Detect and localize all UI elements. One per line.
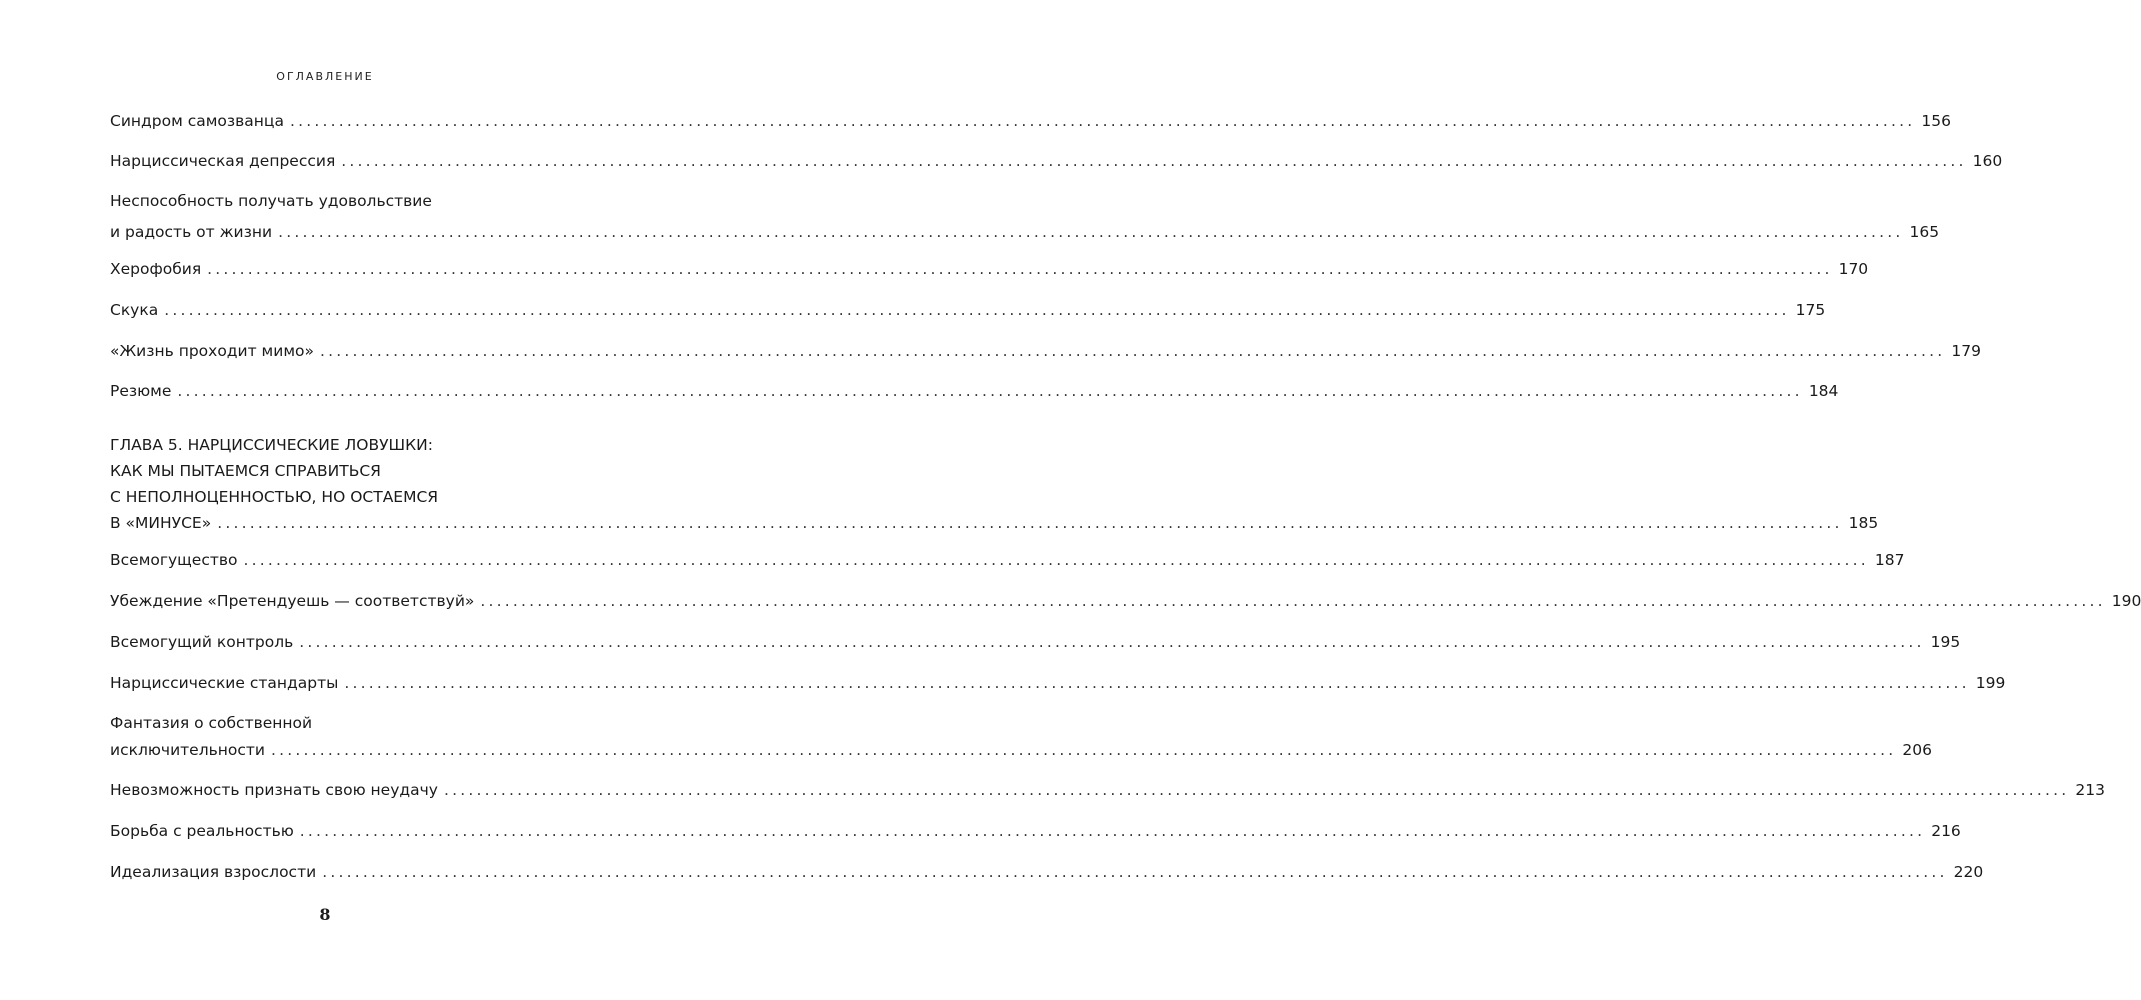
toc-entry [110,709,1932,764]
dot-leader: ........................................................................................................................................................................................................ [278,223,1904,241]
toc-page-number: 160 [1972,152,2003,170]
toc-entry [110,546,1905,574]
toc-entry [110,817,1961,845]
toc-page-number: 184 [1808,382,1839,400]
running-title: ОГЛАВЛЕНИЕ [276,70,374,83]
toc-entry [110,776,2105,804]
dot-leader: ........................................................................................................................................................................................................ [243,551,1869,569]
dot-leader: ........................................................................................................................................................................................................ [344,674,1970,692]
page-number: 8 [319,905,331,924]
dot-leader: ........................................................................................................................................................................................................ [217,514,1843,532]
toc-entry-title: Резюме [110,382,172,400]
toc-entry-title: Нарциссические стандарты [110,674,339,692]
toc-entry-title: исключительности [110,741,265,759]
toc-entry [110,587,2141,615]
chapter-heading [110,432,1879,536]
toc-entry [110,147,2003,175]
toc-entry-title: «Жизнь проходит мимо» [110,342,314,360]
dot-leader: ........................................................................................................................................................................................................ [177,382,1803,400]
toc-page-number: 220 [1953,863,1984,881]
dot-leader: ........................................................................................................................................................................................................ [271,741,1897,759]
toc-entry-title: Херофобия [110,260,202,278]
toc-page-number: 199 [1975,674,2006,692]
toc-page-number: 185 [1848,514,1879,532]
toc-page-number: 179 [1951,342,1981,360]
toc-page-number: 206 [1902,741,1932,759]
toc-entry [110,669,2006,697]
toc-entry-line: Неспособность получать удовольствие [110,192,432,210]
chapter-title-line: КАК МЫ ПЫТАЕМСЯ СПРАВИТЬСЯ [110,462,381,480]
toc-page-number: 216 [1931,822,1961,840]
dot-leader: ........................................................................................................................................................................................................ [319,342,1946,360]
dot-leader: ........................................................................................................................................................................................................ [299,822,1926,840]
dot-leader: ........................................................................................................................................................................................................ [443,781,2070,799]
toc-page-number: 170 [1838,260,1869,278]
dot-leader: ........................................................................................................................................................................................................ [341,152,1967,170]
dot-leader: ........................................................................................................................................................................................................ [322,863,1948,881]
dot-leader: ........................................................................................................................................................................................................ [207,260,1833,278]
toc-entry [110,337,1981,365]
dot-leader: ........................................................................................................................................................................................................ [164,301,1790,319]
toc-entry-title: Всемогущество [110,551,238,569]
toc-entry-title: Борьба с реальностью [110,822,294,840]
chapter-title-line: В «МИНУСЕ» [110,514,212,532]
toc-entry-title: Скука [110,301,159,319]
toc-entry [110,255,1869,283]
toc-entry [110,628,1961,656]
toc-entry [110,107,1951,135]
toc-entry [110,858,1984,886]
toc-entry-title: Невозможность признать свою неудачу [110,781,438,799]
toc-entry-line: Фантазия о собственной [110,714,313,732]
dot-leader: ........................................................................................................................................................................................................ [289,112,1916,130]
chapter-title-line: ГЛАВА 5. НАРЦИССИЧЕСКИЕ ЛОВУШКИ: [110,436,433,454]
dot-leader: ........................................................................................................................................................................................................ [299,633,1925,651]
toc-page-number: 165 [1909,223,1940,241]
chapter-title-line: С НЕПОЛНОЦЕННОСТЬЮ, НО ОСТАЕМСЯ [110,488,439,506]
toc-entry [110,187,1940,246]
toc-page-number: 156 [1921,112,1951,130]
toc-page-number: 187 [1874,551,1905,569]
toc-entry-title: и радость от жизни [110,223,273,241]
toc-entry-title: Убеждение «Претендуешь — соответствуй» [110,592,475,610]
toc-page-number: 213 [2075,781,2105,799]
toc-page-number: 175 [1795,301,1826,319]
toc-page-number: 195 [1930,633,1961,651]
dot-leader: ........................................................................................................................................................................................................ [480,592,2106,610]
toc-entry-title: Всемогущий контроль [110,633,294,651]
toc-entry-title: Нарциссическая депрессия [110,152,336,170]
toc-page-number: 190 [2111,592,2141,610]
toc-entry-title: Идеализация взрослости [110,863,317,881]
toc-entry-title: Синдром самозванца [110,112,284,130]
toc-entry [110,377,1839,405]
toc-entry [110,296,1826,324]
